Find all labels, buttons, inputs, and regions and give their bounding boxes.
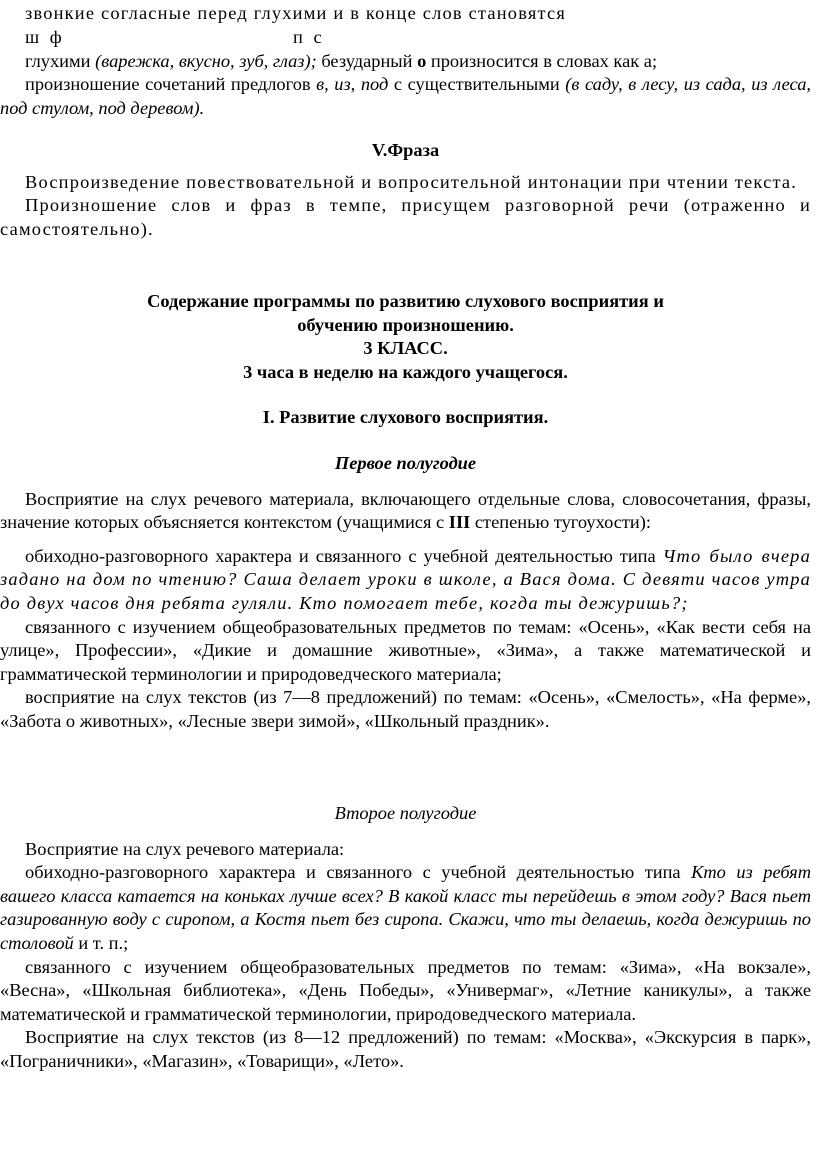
program-title-line-4: 3 часа в неделю на каждого учащегося. bbox=[243, 361, 568, 382]
intro-line-3 bbox=[0, 50, 811, 74]
second-half-p3: связанного с изучением общеобразовательных предметов по темам: «Зима», «На вокзале», «Весна», «Школьная библиотека», «День Победы», «Универмаг», «Летние каникулы», а также математической и грамматической терминологии, природоведческого материала. bbox=[0, 956, 811, 1024]
section-v-heading: V.Фраза bbox=[371, 140, 440, 160]
intro-line-4-mid: с существительными bbox=[388, 74, 566, 95]
first-half-p1-bold: III bbox=[448, 512, 471, 533]
program-title-line-2: обучению произношению. bbox=[297, 314, 514, 335]
intro-line-3-end: произносится в словах как а; bbox=[426, 50, 658, 71]
second-half-p4: Восприятие на слух текстов (из 8—12 предложений) по темам: «Москва», «Экскурсия в парк», «Пограничники», «Магазин», «Товарищи», «Лето». bbox=[0, 1027, 811, 1071]
intro-sub-a: ш ф bbox=[25, 27, 65, 47]
program-title-line-1: Содержание программы по развитию слухового восприятия и bbox=[147, 291, 664, 311]
section-v-p1: Воспроизведение повествовательной и вопросительной интонации при чтении текста. bbox=[25, 171, 798, 192]
section-i-heading: I. Развитие слухового восприятия. bbox=[262, 407, 549, 427]
section-v-p2: Произношение слов и фраз в темпе, присущем разговорной речи (отраженно и самостоятельно). bbox=[0, 195, 811, 239]
first-half-p2-italic: Что было вчера задано на дом по чтению? Саша делает уроки в школе, а Вася дома. С девяти часов утра до двух часов дня ребята гуляли. Кто помогает тебе, когда ты дежуришь?; bbox=[0, 545, 811, 613]
first-half-p2 bbox=[0, 545, 811, 616]
second-half-p2 bbox=[0, 861, 811, 955]
second-half-heading: Второе полугодие bbox=[334, 803, 477, 823]
intro-line-4 bbox=[0, 73, 811, 120]
first-half-section bbox=[0, 452, 816, 734]
first-half-p1-start: Восприятие на слух речевого материала, включающего отдельные слова, словосочетания, фразы, значение которых объясняется контекстом (учащимися с bbox=[0, 488, 811, 533]
intro-line-4-italic-2: (в саду, в лесу, из сада, из леса, под стулом, под деревом). bbox=[0, 74, 812, 118]
program-title-line-3: 3 КЛАСС. bbox=[363, 338, 448, 359]
first-half-p3: связанного с изучением общеобразовательных предметов по темам: «Осень», «Как вести себя на улице», Профессии», «Дикие и домашние животные», «Зима», а также математической и грамматической терминологии и природоведческого материала; bbox=[0, 616, 811, 684]
second-half-p2-italic: Кто из ребят вашего класса катается на коньках лучше всех? В какой класс ты перейдешь в этом году? Вася пьет газированную воду с сиропом, а Костя пьет без сиропа. Скажи, что ты делаешь, когда дежуришь по столовой bbox=[0, 862, 811, 953]
intro-line-3-start: глухими bbox=[25, 50, 91, 71]
section-i bbox=[0, 406, 816, 430]
first-half-p2-start: обиходно-разговорного характера и связанного с учебной деятельностью типа bbox=[25, 545, 663, 566]
section-v bbox=[0, 139, 816, 241]
intro-line-3-bold: о bbox=[417, 50, 427, 71]
intro-line-1: звонкие согласные перед глухими и в конце слов становятся bbox=[25, 3, 566, 23]
intro-line-4-start: произношение сочетаний предлогов bbox=[25, 74, 317, 95]
first-half-p1 bbox=[0, 488, 811, 535]
program-title bbox=[0, 290, 816, 384]
second-half-p2-end: и т. п.; bbox=[73, 932, 129, 953]
second-half-section bbox=[0, 802, 816, 1074]
intro-line-3-mid: безударный bbox=[316, 50, 418, 71]
first-half-p1-end: степенью тугоухости): bbox=[470, 512, 651, 533]
first-half-heading: Первое полугодие bbox=[334, 453, 477, 473]
intro-block bbox=[0, 2, 816, 120]
intro-sub-b: п с bbox=[293, 27, 325, 47]
intro-line-4-italic-1: в, из, под bbox=[316, 74, 389, 95]
second-half-p2-start: обиходно-разговорного характера и связанного с учебной деятельностью типа bbox=[25, 862, 692, 883]
intro-sub-row bbox=[25, 26, 425, 50]
first-half-p4: восприятие на слух текстов (из 7—8 предложений) по темам: «Осень», «Смелость», «На ферме», «Забота о животных», «Лесные звери зимой», «Школьный праздник». bbox=[0, 687, 811, 731]
intro-line-3-italic: (варежка, вкусно, зуб, глаз); bbox=[95, 50, 317, 71]
second-half-p1: Восприятие на слух речевого материала: bbox=[25, 838, 345, 859]
